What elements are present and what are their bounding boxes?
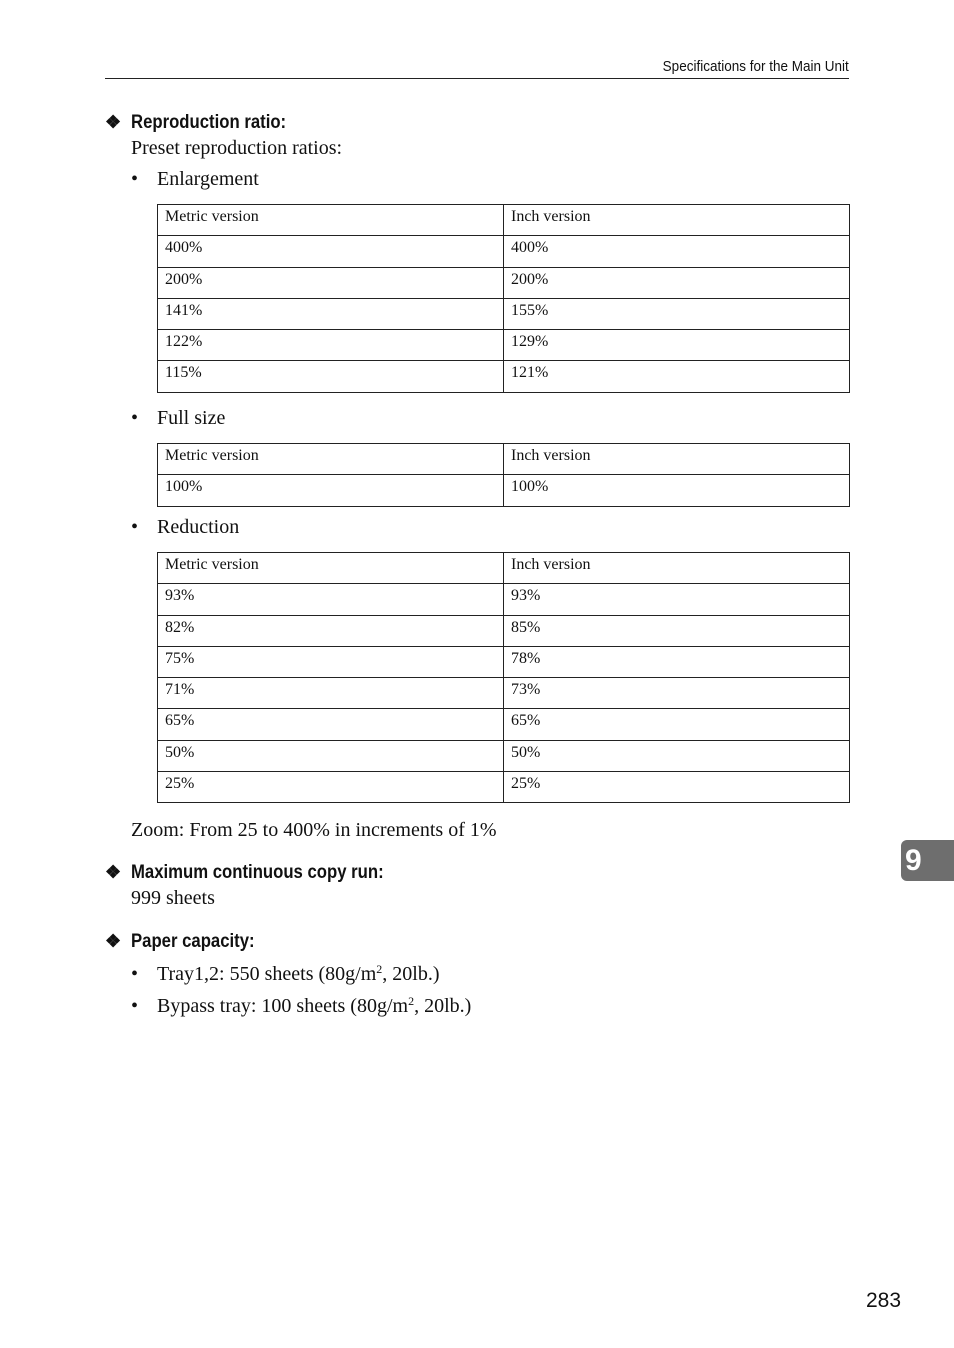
diamond-bullet-icon: ❖ bbox=[105, 862, 122, 882]
table-cell: 65% bbox=[158, 709, 504, 740]
table-cell: 93% bbox=[158, 584, 504, 615]
table-cell: 200% bbox=[504, 267, 850, 298]
page-header bbox=[105, 56, 849, 79]
bullet-icon: • bbox=[131, 963, 139, 985]
enlargement-label: Enlargement bbox=[157, 168, 259, 190]
table-header-row bbox=[158, 444, 850, 475]
chapter-tab: 9 bbox=[901, 840, 954, 881]
reproduction-ratio-heading bbox=[105, 112, 307, 134]
heading-label: Maximum continuous copy run: bbox=[131, 862, 384, 883]
table-cell: 200% bbox=[158, 267, 504, 298]
table-cell: 65% bbox=[504, 709, 850, 740]
diamond-bullet-icon: ❖ bbox=[105, 931, 122, 951]
tray-text-pre: Tray1,2: 550 sheets (80g/m bbox=[157, 963, 377, 985]
heading-label: Paper capacity: bbox=[131, 931, 255, 952]
bypass-text-post: , 20lb.) bbox=[414, 995, 472, 1017]
table-cell: 50% bbox=[158, 740, 504, 771]
preset-intro: Preset reproduction ratios: bbox=[131, 137, 343, 159]
reduction-bullet bbox=[131, 516, 239, 539]
bullet-icon: • bbox=[131, 407, 139, 429]
table-cell: 122% bbox=[158, 330, 504, 361]
table-cell: 129% bbox=[504, 330, 850, 361]
table-cell: 25% bbox=[504, 772, 850, 803]
table-row bbox=[158, 740, 850, 771]
table-row bbox=[158, 361, 850, 392]
table-cell: 75% bbox=[158, 646, 504, 677]
header-title: Specifications for the Main Unit bbox=[662, 58, 849, 75]
enlargement-bullet bbox=[131, 168, 259, 191]
bullet-icon: • bbox=[131, 995, 139, 1017]
enlargement-table bbox=[157, 204, 850, 393]
reduction-table bbox=[157, 552, 850, 803]
page-number: 283 bbox=[866, 1289, 902, 1312]
table-row bbox=[158, 330, 850, 361]
header-cell: Metric version bbox=[158, 205, 504, 236]
header-cell: Metric version bbox=[158, 444, 504, 475]
table-cell: 50% bbox=[504, 740, 850, 771]
table-cell: 25% bbox=[158, 772, 504, 803]
bullet-icon: • bbox=[131, 168, 139, 190]
table-cell: 71% bbox=[158, 678, 504, 709]
table-row bbox=[158, 267, 850, 298]
table-row bbox=[158, 772, 850, 803]
table-cell: 82% bbox=[158, 615, 504, 646]
table-cell: 115% bbox=[158, 361, 504, 392]
table-row bbox=[158, 709, 850, 740]
bypass-bullet bbox=[131, 994, 471, 1018]
table-cell: 155% bbox=[504, 298, 850, 329]
header-cell: Inch version bbox=[504, 553, 850, 584]
fullsize-bullet bbox=[131, 407, 225, 430]
max-copy-heading bbox=[105, 862, 418, 884]
table-header-row bbox=[158, 553, 850, 584]
table-cell: 141% bbox=[158, 298, 504, 329]
superscript: 2 bbox=[376, 962, 383, 976]
reduction-label: Reduction bbox=[157, 516, 240, 538]
table-cell: 73% bbox=[504, 678, 850, 709]
table-cell: 100% bbox=[504, 475, 850, 506]
table-row bbox=[158, 475, 850, 506]
paper-capacity-heading bbox=[105, 931, 271, 953]
tray-text-post: , 20lb.) bbox=[382, 963, 440, 985]
table-cell: 400% bbox=[158, 236, 504, 267]
table-cell: 85% bbox=[504, 615, 850, 646]
max-copy-value: 999 sheets bbox=[131, 887, 215, 909]
heading-label: Reproduction ratio: bbox=[131, 112, 287, 133]
table-cell: 93% bbox=[504, 584, 850, 615]
tray-bullet bbox=[131, 962, 439, 986]
superscript: 2 bbox=[408, 994, 415, 1008]
table-row bbox=[158, 678, 850, 709]
bullet-icon: • bbox=[131, 516, 139, 538]
table-cell: 100% bbox=[158, 475, 504, 506]
table-cell: 400% bbox=[504, 236, 850, 267]
table-cell: 121% bbox=[504, 361, 850, 392]
diamond-bullet-icon: ❖ bbox=[105, 112, 122, 132]
header-cell: Inch version bbox=[504, 205, 850, 236]
fullsize-label: Full size bbox=[157, 407, 226, 429]
header-cell: Inch version bbox=[504, 444, 850, 475]
table-row bbox=[158, 615, 850, 646]
header-cell: Metric version bbox=[158, 553, 504, 584]
table-header-row bbox=[158, 205, 850, 236]
table-row bbox=[158, 584, 850, 615]
zoom-text: Zoom: From 25 to 400% in increments of 1% bbox=[131, 819, 497, 841]
table-row bbox=[158, 298, 850, 329]
table-cell: 78% bbox=[504, 646, 850, 677]
table-row bbox=[158, 236, 850, 267]
table-row bbox=[158, 646, 850, 677]
fullsize-table bbox=[157, 443, 850, 507]
bypass-text-pre: Bypass tray: 100 sheets (80g/m bbox=[157, 995, 409, 1017]
